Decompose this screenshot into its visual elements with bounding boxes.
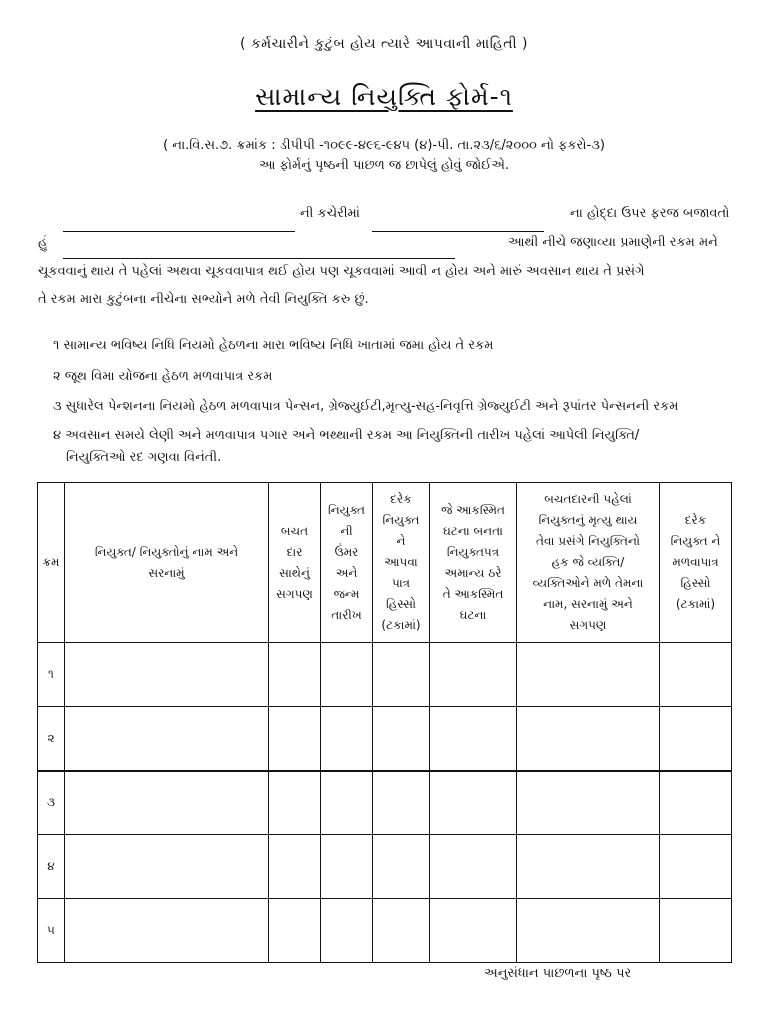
nominee-name-cell[interactable] [65,771,269,835]
nomination-table [37,482,732,963]
declaration-line4: તે રકમ મારા કુટુંબના નીચેના સભ્યોને મળે તેવી નિયુક્તિ કરુ છું. [38,292,369,307]
alternate-nominee-cell[interactable] [517,643,660,707]
relation-cell[interactable] [269,899,321,963]
office-name-blank[interactable] [63,231,295,232]
column-header-alternate-nominee: બચતદારની પહેલાં નિયુક્તનું મૃત્યુ થાય તેવા પ્રસંગે નિયુક્તિનો હક જે વ્યક્તિ/ વ્યક્તિઓને મળે તેમના નામ, સરનામું અને સગપણ [517,483,660,643]
age-cell[interactable] [321,707,373,771]
office-label: ની કચેરીમાં [300,206,360,221]
contingency-cell[interactable] [430,899,517,963]
column-header-relation: બચત દાર સાથેનું સગપણ [269,483,321,643]
contingency-cell[interactable] [430,835,517,899]
alternate-nominee-cell[interactable] [517,771,660,835]
age-cell[interactable] [321,899,373,963]
form-subtitle: ( કર્મચારીને કુટુંબ હોય ત્યારે આપવાની માહિતી ) [239,36,529,52]
nominee-name-cell[interactable] [65,707,269,771]
nominee-name-cell[interactable] [65,899,269,963]
alternate-share-cell[interactable] [660,835,732,899]
relation-cell[interactable] [269,643,321,707]
row-number: ૧ [38,643,65,707]
alternate-share-cell[interactable] [660,707,732,771]
list-item: નિયુક્તિઓ રદ ગણવા વિનંતી. [66,450,222,465]
column-header-serial: ક્રમ [38,483,65,643]
i-label: હું [38,235,48,250]
contingency-cell[interactable] [430,707,517,771]
declaration-line3: ચૂકવવાનું થાય તે પહેલાં અથવા ચૂકવવાપાત્ર થઈ હોય પણ ચૂકવવામાં આવી ન હોય અને મારું અવસાન થાય તે પ્રસંગે [38,264,645,279]
post-label: ના હોદ્દા ઉપર ફરજ બજાવતો [570,206,730,221]
age-cell[interactable] [321,643,373,707]
table-row [38,899,732,963]
alternate-nominee-cell[interactable] [517,899,660,963]
nominee-name-cell[interactable] [65,643,269,707]
row-number: ૨ [38,707,65,771]
column-header-alternate-share: દરેક નિયુક્ત ને મળવાપાત્ર હિસ્સો (ટકામાં) [660,483,732,643]
column-header-contingency: જે આકસ્મિત ઘટના બનતા નિયુક્તપત્ર અમાન્ય ઠરે તે આકસ્મિત ઘટના [430,483,517,643]
continued-note: અનુસંધાન પાછળના પૃષ્ઠ પર [484,966,632,981]
age-cell[interactable] [321,835,373,899]
print-instruction: આ ફોર્મનું પૃષ્ઠની પાછળ જ છાપેલું હોવું જોઈએ. [258,158,510,173]
list-item: ૪ અવસાન સમયે લેણી અને મળવાપાત્ર પગાર અને ભથ્થાની રકમ આ નિયુક્તિની તારીખ પહેલાં આપેલી નિયુક્તિ/ [53,428,640,443]
post-name-blank[interactable] [372,231,544,232]
list-item: ૨ જૂથ વિમા યોજના હેઠળ મળવાપાત્ર રકમ [53,369,273,384]
share-cell[interactable] [373,707,430,771]
row-number: ૪ [38,835,65,899]
employee-name-blank[interactable] [63,258,455,259]
column-header-share: દરેક નિયુક્ત ને આપવા પાત્ર હિસ્સો (ટકામાં) [373,483,430,643]
table-row [38,835,732,899]
relation-cell[interactable] [269,835,321,899]
alternate-nominee-cell[interactable] [517,835,660,899]
age-cell[interactable] [321,771,373,835]
row-number: ૩ [38,771,65,835]
table-header-row [38,483,732,643]
nominee-name-cell[interactable] [65,835,269,899]
table-row [38,707,732,771]
form-title: સામાન્ય નિયુક્તિ ફોર્મ-૧ [255,82,513,111]
row-number: ૫ [38,899,65,963]
table-row [38,643,732,707]
alternate-share-cell[interactable] [660,771,732,835]
list-item: ૧ સામાન્ય ભવિષ્ય નિધિ નિયમો હેઠળના મારા ભવિષ્ય નિધિ ખાતામાં જમા હોય તે રકમ [53,338,494,353]
share-cell[interactable] [373,899,430,963]
alternate-share-cell[interactable] [660,899,732,963]
alternate-nominee-cell[interactable] [517,707,660,771]
list-item: ૩ સુધારેલ પેન્શનના નિયમો હેઠળ મળવાપાત્ર પેન્સન, ગ્રેજ્યુઈટી,મૃત્યુ-સહ-નિવૃત્તિ ગ્રેજ્યુઈટી અને રૂપાંતર પેન્સનની રકમ [53,399,679,414]
table-row [38,771,732,835]
share-cell[interactable] [373,643,430,707]
alternate-share-cell[interactable] [660,643,732,707]
column-header-nominee-name: નિયુક્ત/ નિયુક્તોનું નામ અને સરનામું [65,483,269,643]
declaration-line2-end: આથી નીચે જણાવ્યા પ્રમાણેની રકમ મને [508,235,718,250]
contingency-cell[interactable] [430,771,517,835]
relation-cell[interactable] [269,771,321,835]
share-cell[interactable] [373,771,430,835]
column-header-age: નિયુક્ત ની ઉંમર અને જન્મ તારીખ [321,483,373,643]
relation-cell[interactable] [269,707,321,771]
reference-line: ( ના.વિ.સ.૭. ક્રમાંક : ડીપીપી -૧૦૯૯-૪૯૬-૯૪૫ (૪)-પી. તા.૨૩/૬/૨૦૦૦ નો ફકરો-૩) [163,138,605,153]
share-cell[interactable] [373,835,430,899]
contingency-cell[interactable] [430,643,517,707]
